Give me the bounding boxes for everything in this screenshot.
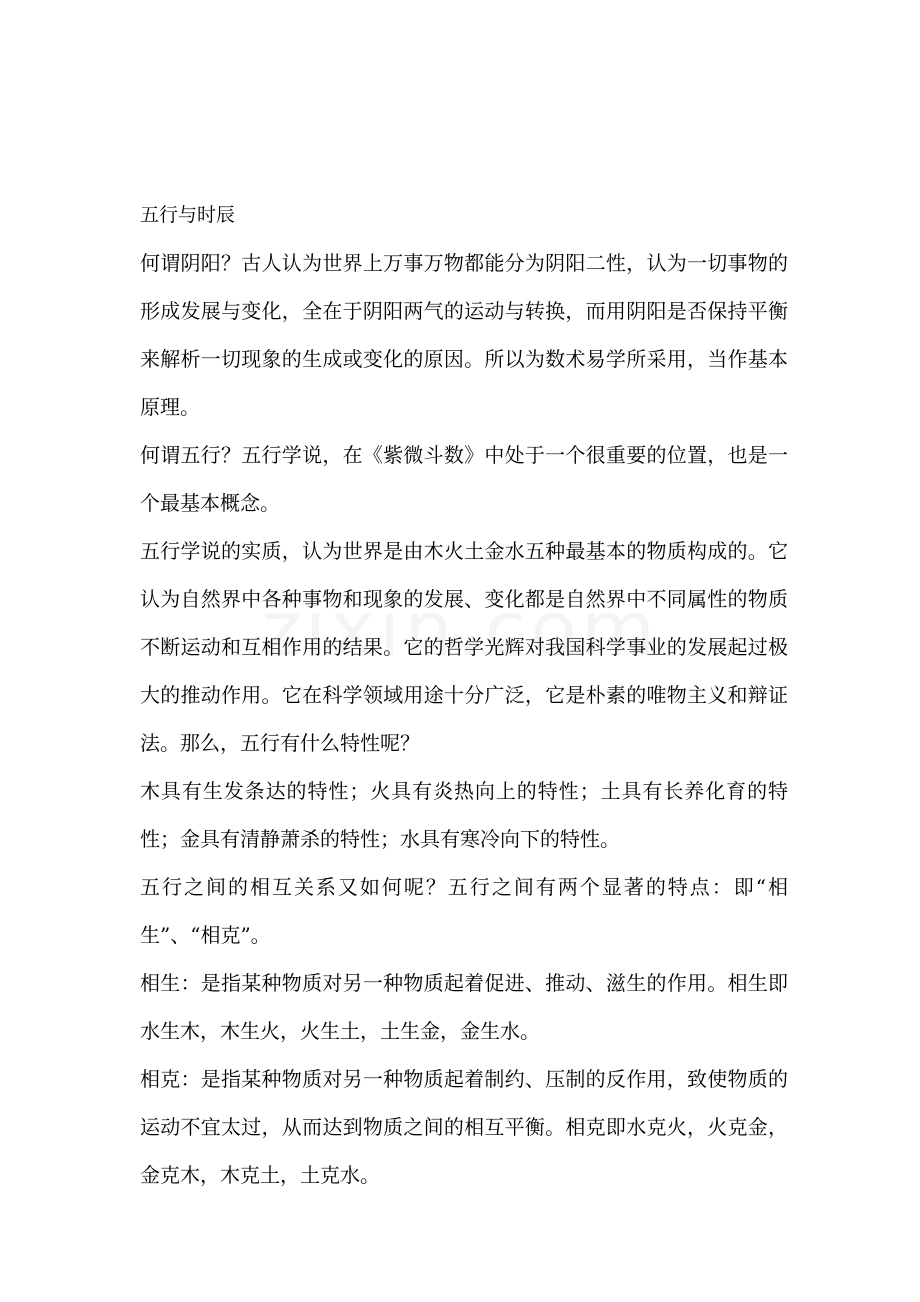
paragraph-wuxing-intro: 何谓五行？五行学说，在《紫微斗数》中处于一个很重要的位置，也是一个最基本概念。	[140, 443, 788, 515]
paragraph-xiangke: 相克：是指某种物质对另一种物质起着制约、压制的反作用，致使物质的运动不宜太过，从而达到物质之间的相互平衡。相克即水克火，火克金，金克木，木克土，土克水。	[140, 1067, 788, 1187]
document-title: 五行与时辰	[140, 204, 236, 226]
paragraph-wuxing-traits: 木具有生发条达的特性；火具有炎热向上的特性；土具有长养化育的特性；金具有清静萧杀的特性；水具有寒冷向下的特性。	[140, 779, 788, 851]
paragraph-xiangsheng: 相生：是指某种物质对另一种物质起着促进、推动、滋生的作用。相生即水生木，木生火，火生土，土生金，金生水。	[140, 971, 788, 1043]
paragraph-wuxing-relations: 五行之间的相互关系又如何呢？五行之间有两个显著的特点：即“相生”、“相克”。	[140, 875, 788, 947]
paragraph-yinyang: 何谓阴阳？古人认为世界上万事万物都能分为阴阳二性，认为一切事物的形成发展与变化，全在于阴阳两气的运动与转换，而用阴阳是否保持平衡来解析一切现象的生成或变化的原因。所以为数术易学所采用，当作基本原理。	[140, 251, 788, 419]
paragraph-wuxing-essence: 五行学说的实质，认为世界是由木火土金水五种最基本的物质构成的。它认为自然界中各种事物和现象的发展、变化都是自然界中不同属性的物质不断运动和互相作用的结果。它的哲学光辉对我国科学事业的发展起过极大的推动作用。它在科学领域用途十分广泛，它是朴素的唯物主义和辩证法。那么，五行有什么特性呢？	[140, 539, 788, 755]
document-body	[140, 191, 788, 1199]
